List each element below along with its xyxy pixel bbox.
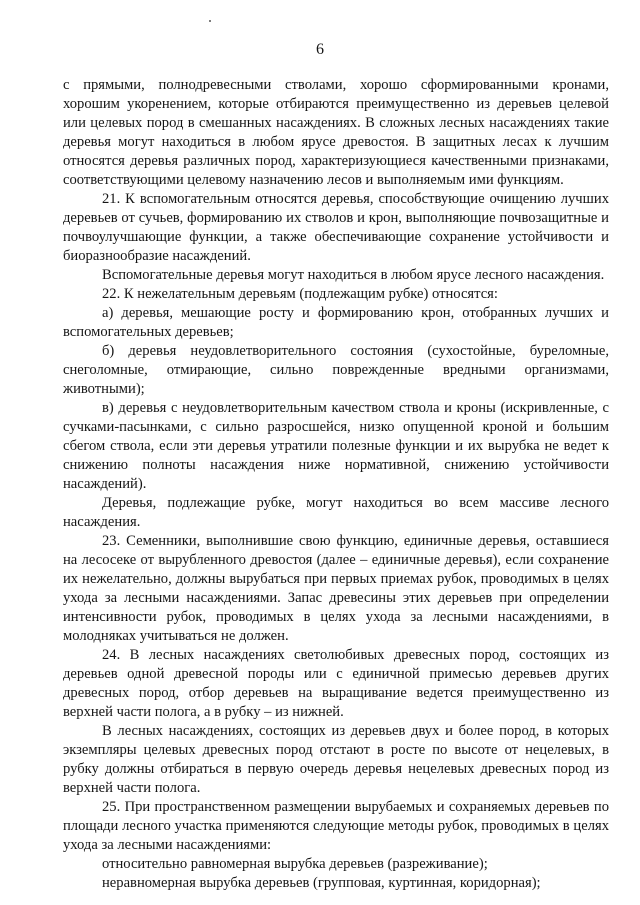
paragraph-24: 24. В лесных насаждениях светолюбивых древесных пород, состоящих из деревьев одной древесной породы или с единичной примесью деревьев других древесных пород, отбор деревьев на выращивание ведется преимущественно из верхней части полога, а в рубку – из нижней. (63, 647, 609, 720)
page-number: 6 (316, 41, 324, 58)
paragraph-25: 25. При пространственном размещении вырубаемых и сохраняемых деревьев по площади лесного участка применяются следующие методы рубок, проводимых в целях ухода за лесными насаждениями: (63, 799, 609, 853)
scan-artifact (209, 20, 211, 22)
list-item-v: в) деревья с неудовлетворительным качеством ствола и кроны (искривленные, с сучками-пасынками, с сильно разросшейся, низко опущенной кроной и большим сбегом ствола, если эти деревья утратили полезные функции и их вырубка не ведет к снижению полноты насаждения ниже нормативной, снижению устойчивости насаждений). (63, 400, 609, 492)
paragraph-trees-for-felling: Деревья, подлежащие рубке, могут находиться во всем массиве лесного насаждения. (63, 495, 609, 530)
paragraph-23: 23. Семенники, выполнившие свою функцию, единичные деревья, оставшиеся на лесосеке от вырубленного древостоя (далее – единичные деревья), если сохранение их нежелательно, должны вырубаться при первых приемах рубок, проводимых в целях ухода за лесными насаждениями. Запас древесины этих деревьев при определении интенсивности рубок, проводимых в целях ухода за лесными насаждениями, в молодняках учитываться не должен. (63, 533, 609, 644)
paragraph-mixed-stands: В лесных насаждениях, состоящих из деревьев двух и более пород, в которых экземпляры целевых древесных пород отстают в росте по высоте от нецелевых, в рубку должны отбираться в первую очередь деревья нецелевых древесных пород из верхней части полога. (63, 723, 609, 796)
method-item-nonuniform: неравномерная вырубка деревьев (групповая, куртинная, коридорная); (102, 875, 541, 891)
paragraph-22: 22. К нежелательным деревьям (подлежащим рубке) относятся: (102, 286, 498, 302)
document-body (63, 76, 609, 893)
paragraph-21: 21. К вспомогательным относятся деревья, способствующие очищению лучших деревьев от сучьев, формированию их стволов и крон, выполняющие почвозащитные и почвоулучшающие функции, а также обеспечивающие сохранение устойчивости и биоразнообразие насаждений. (63, 191, 609, 264)
paragraph-best-trees-continued: с прямыми, полнодревесными стволами, хорошо сформированными кронами, хорошим укоренением, которые отбираются преимущественно из деревьев целевой или целевых пород в смешанных насаждениях. В сложных лесных насаждениях такие деревья могут находиться в любом ярусе древостоя. В защитных лесах к лучшим относятся деревья различных пород, характеризующиеся качественными признаками, соответствующими целевому назначению лесов и выполняемым ими функциям. (63, 77, 609, 188)
method-item-uniform: относительно равномерная вырубка деревьев (разреживание); (102, 856, 488, 872)
paragraph-auxiliary-trees: Вспомогательные деревья могут находиться в любом ярусе лесного насаждения. (102, 267, 605, 283)
list-item-b: б) деревья неудовлетворительного состояния (сухостойные, буреломные, снеголомные, отмирающие, сильно поврежденные вредными организмами, животными); (63, 343, 609, 397)
list-item-a: а) деревья, мешающие росту и формированию крон, отобранных лучших и вспомогательных деревьев; (63, 305, 609, 340)
